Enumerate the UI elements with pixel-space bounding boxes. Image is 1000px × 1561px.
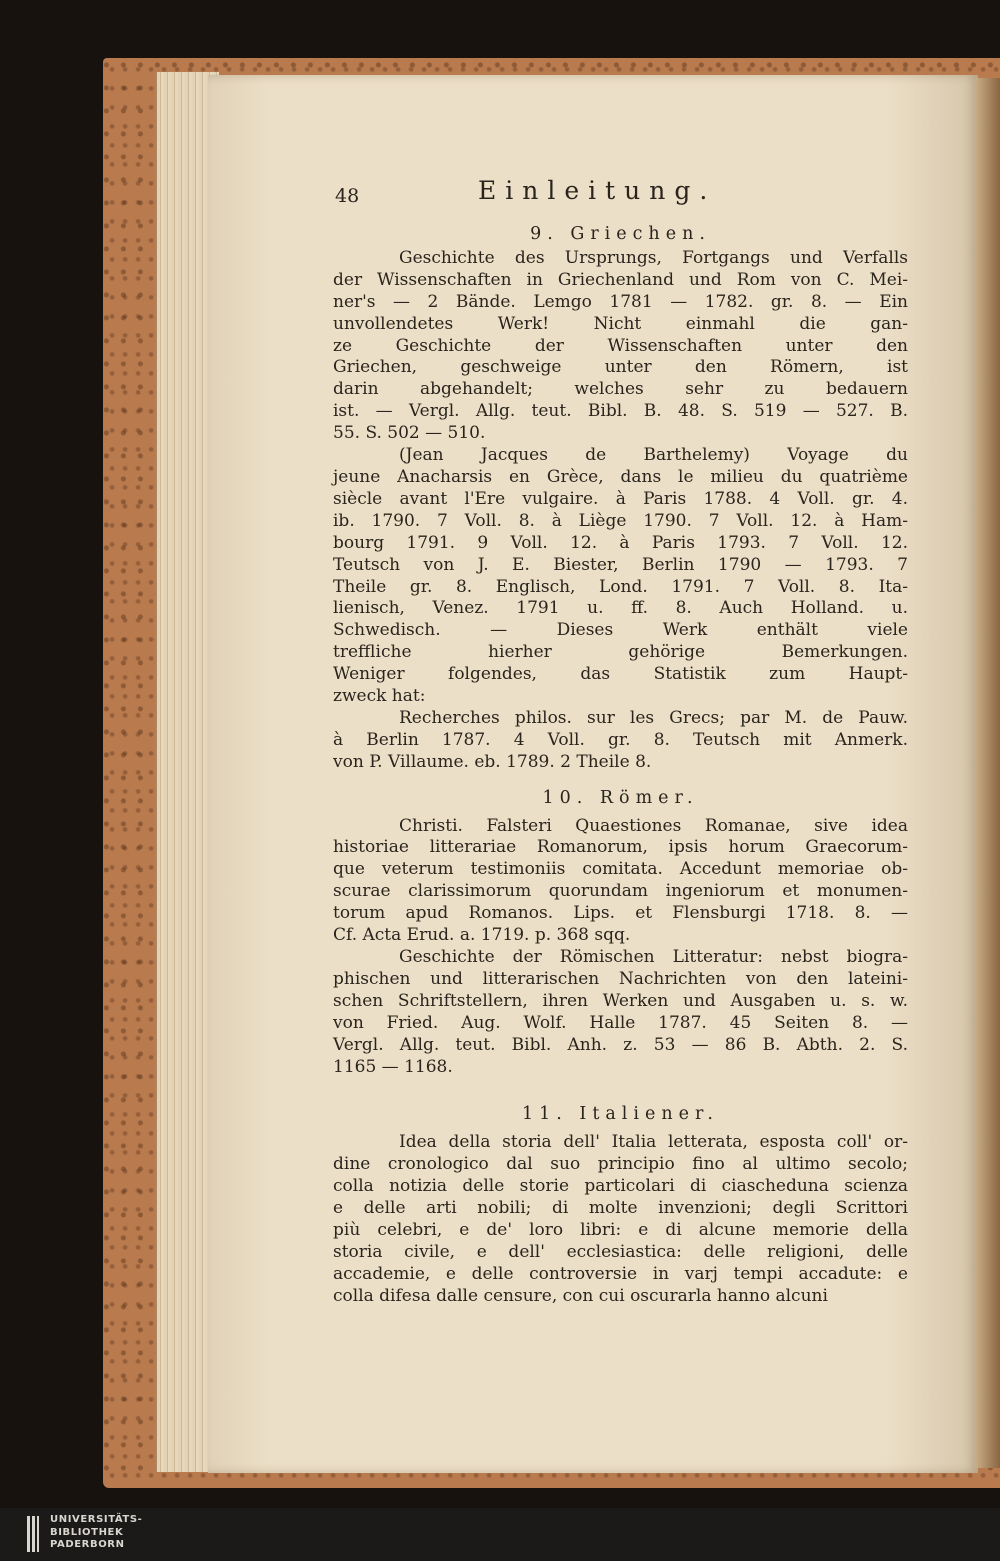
text-line: phischen und litterarischen Nachrichten von den lateini-: [333, 968, 908, 989]
text-line: der Wissenschaften in Griechenland und Rom von C. Mei-: [333, 269, 908, 290]
paragraph: [333, 445, 908, 708]
text-line: colla difesa dalle censure, con cui oscurarla hanno alcuni: [333, 1285, 828, 1306]
library-name: [50, 1514, 142, 1552]
library-name-line1: UNIVERSITÄTS-: [50, 1514, 143, 1525]
text-line: Griechen, geschweige unter den Römern, ist: [333, 357, 908, 378]
section-heading: 10. Römer.: [542, 787, 699, 808]
text-line: ner's — 2 Bände. Lemgo 1781 — 1782. gr. 8. — Ein: [333, 291, 908, 312]
library-name-line3: PADERBORN: [50, 1539, 125, 1550]
text-line: ze Geschichte der Wissenschaften unter den: [333, 335, 908, 356]
text-line: Geschichte der Römischen Litteratur: nebst biogra-: [399, 947, 908, 967]
paragraph: [333, 708, 908, 774]
page-text-block: [333, 178, 908, 1308]
text-line: Christi. Falsteri Quaestiones Romanae, sive idea: [399, 815, 908, 836]
text-line: jeune Anacharsis en Grèce, dans le milieu du quatrième: [333, 466, 908, 487]
footer-band: [0, 1508, 1000, 1561]
text-line: unvollendetes Werk! Nicht einmahl die gan-: [333, 313, 908, 334]
sections-container: [333, 224, 908, 1308]
text-line: ib. 1790. 7 Voll. 8. à Liège 1790. 7 Voll. 12. à Ham-: [333, 510, 908, 531]
text-line: accademie, e delle controversie in varj tempi accadute: e: [333, 1263, 908, 1284]
text-line: e delle arti nobili; di molte invenzioni; degli Scrittori: [333, 1198, 908, 1219]
text-line: colla notizia delle storie particolari di ciascheduna scienza: [333, 1176, 908, 1197]
text-line: à Berlin 1787. 4 Voll. gr. 8. Teutsch mit Anmerk.: [333, 729, 908, 750]
text-line: Weniger folgendes, das Statistik zum Haupt-: [333, 664, 908, 685]
text-line: (Jean Jacques de Barthelemy) Voyage du: [399, 445, 908, 466]
text-line: dine cronologico dal suo principio fino al ultimo secolo;: [333, 1154, 908, 1175]
text-line: 55. S. 502 — 510.: [333, 423, 486, 444]
text-line: Idea della storia dell' Italia letterata, esposta coll' or-: [399, 1132, 908, 1153]
text-line: Teutsch von J. E. Biester, Berlin 1790 — 1793. 7: [333, 554, 908, 575]
section-heading: 11. Italiener.: [522, 1104, 719, 1125]
paragraph: [333, 248, 908, 445]
text-line: lienisch, Venez. 1791 u. ff. 8. Auch Holland. u.: [333, 598, 908, 619]
text-line: scurae clarissimorum quorundam ingeniorum et monumen-: [333, 881, 908, 902]
text-line: storia civile, e dell' ecclesiastica: delle religioni, delle: [333, 1241, 908, 1262]
text-line: historiae litterariae Romanorum, ipsis horum Graecorum-: [333, 837, 908, 858]
section-heading: 9. Griechen.: [530, 224, 711, 244]
paragraph: [333, 947, 908, 1078]
text-line: Recherches philos. sur les Grecs; par M. de Pauw.: [399, 707, 908, 728]
text-line: Vergl. Allg. teut. Bibl. Anh. z. 53 — 86 B. Abth. 2. S.: [333, 1034, 908, 1055]
text-line: Schwedisch. — Dieses Werk enthält viele: [333, 620, 908, 641]
text-line: Theile gr. 8. Englisch, Lond. 1791. 7 Voll. 8. Ita-: [333, 576, 908, 597]
paragraph: [333, 816, 908, 947]
paragraph: [333, 1132, 908, 1307]
text-line: von P. Villaume. eb. 1789. 2 Theile 8.: [333, 751, 652, 772]
text-line: 1165 — 1168.: [333, 1056, 453, 1077]
library-logo-icon: [26, 1514, 40, 1554]
text-line: treffliche hierher gehörige Bemerkungen.: [333, 642, 908, 663]
text-line: zweck hat:: [333, 686, 426, 707]
text-line: ist. — Vergl. Allg. teut. Bibl. B. 48. S. 519 — 527. B.: [333, 401, 908, 422]
text-line: Cf. Acta Erud. a. 1719. p. 368 sqq.: [333, 925, 631, 946]
text-line: von Fried. Aug. Wolf. Halle 1787. 45 Seiten 8. —: [333, 1012, 908, 1033]
running-title: Einleitung.: [478, 176, 717, 205]
library-name-line2: BIBLIOTHEK: [50, 1526, 124, 1538]
text-line: torum apud Romanos. Lips. et Flensburgi 1718. 8. —: [333, 903, 908, 924]
text-line: siècle avant l'Ere vulgaire. à Paris 1788. 4 Voll. gr. 4.: [333, 488, 908, 509]
text-line: più celebri, e de' loro libri: e di alcune memorie della: [333, 1219, 908, 1240]
text-line: darin abgehandelt; welches sehr zu bedauern: [333, 379, 908, 400]
page-number: 48: [335, 185, 360, 207]
text-line: schen Schriftstellern, ihren Werken und Ausgaben u. s. w.: [333, 990, 908, 1011]
text-line: Geschichte des Ursprungs, Fortgangs und Verfalls: [399, 247, 908, 268]
text-line: que veterum testimoniis comitata. Accedunt memoriae ob-: [333, 859, 908, 880]
running-head: [333, 178, 908, 220]
facing-page-edge: [975, 78, 1000, 1468]
text-line: bourg 1791. 9 Voll. 12. à Paris 1793. 7 Voll. 12.: [333, 532, 908, 553]
